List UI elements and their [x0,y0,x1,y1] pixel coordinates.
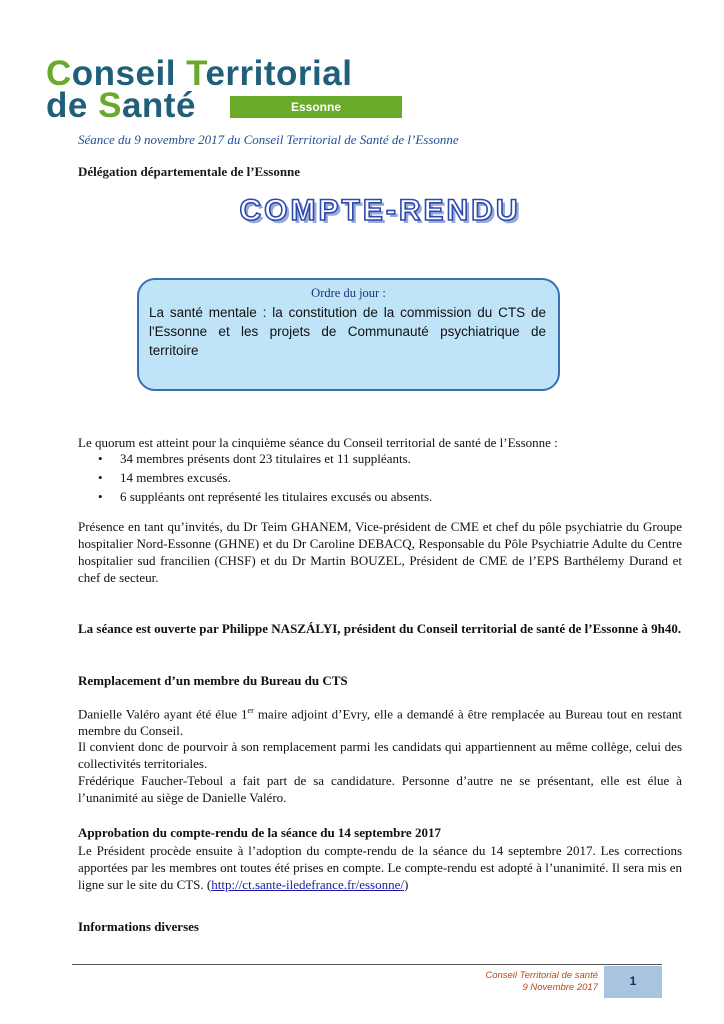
bureau-paragraph-3: Frédérique Faucher-Teboul a fait part de sa candidature. Personne d’autre ne se présentant, elle est élue à l’unanimité au siège de Danielle Valéro. [78,773,682,805]
bureau-paragraph-2: Il convient donc de pourvoir à son remplacement parmi les candidats qui appartiennent au même collège, celui des collectivités territoriales. [78,739,682,771]
list-item: • 6 suppléants ont représenté les titulaires excusés ou absents. [90,487,680,506]
logo-word-de: de [46,86,99,125]
section-title-bureau: Remplacement d’un membre du Bureau du CTS [78,673,348,688]
footer-org: Conseil Territorial de santé [485,970,598,981]
logo-word-erritorial: erritorial [205,54,353,93]
logo-region-bar: Essonne [230,96,402,118]
approval-text: Le Président procède ensuite à l’adoption du compte-rendu de la séance du 14 septembre 2017. Les corrections apportées par les membres ont toutes été prises en compte. Le compte-rendu est adopté à l’unanimité. Il sera mis en ligne sur le site du CTS. ( [78,843,682,892]
logo-word-onseil: onseil [71,54,187,93]
agenda-heading: Ordre du jour : [311,286,386,300]
list-item: • 34 membres présents dont 23 titulaires et 11 suppléants. [90,449,680,468]
logo-letter-t: T [186,54,206,93]
approval-paragraph [78,842,682,893]
logo-word-ante: anté [121,86,196,125]
list-item: • 14 membres excusés. [90,468,680,487]
bureau-p1-start: Danielle Valéro ayant été élue 1 [78,706,248,722]
bureau-p1-end: maire adjoint d’Evry, elle a demandé à être remplacée au Bureau tout en restant membre du Conseil. [78,706,682,739]
cts-site-link[interactable]: http://ct.sante-iledefrance.fr/essonne/ [211,877,405,892]
footer-date: 9 Novembre 2017 [522,982,598,993]
logo-letter-c: C [46,54,72,93]
section-title-approval: Approbation du compte-rendu de la séance du 14 septembre 2017 [78,825,441,840]
footer-org-date [420,970,598,994]
logo-line-2 [46,88,196,124]
bureau-p1-sup: er [247,706,254,715]
guests-paragraph: Présence en tant qu’invités, du Dr Teim GHANEM, Vice-président de CME et chef du pôle psychiatrie du Groupe hospitalier Nord-Essonne (GHNE) et du Dr Caroline DEBACQ, Responsable du Pôle Psychiatrie Adulte du Centre hospitalier sud francilien (CHSF) et du Dr Martin BOUZEL, Président de CME de l’EPS Barthélemy Durand et chef de secteur. [78,519,682,585]
logo-letter-s: S [98,86,122,125]
delegation-line: Délégation départementale de l’Essonne [78,164,301,179]
approval-text-end: ) [404,877,409,892]
quorum-intro: Le quorum est atteint pour la cinquième séance du Conseil territorial de santé de l’Essonne : [78,435,558,450]
opening-paragraph: La séance est ouverte par Philippe NASZÁLYI, président du Conseil territorial de santé de l’Essonne à 9h40. [78,621,682,636]
page-number [604,966,662,998]
agenda-box [137,278,560,391]
report-title: COMPTE-RENDU [239,194,521,227]
bureau-paragraph-1 [78,702,682,739]
page-number-text: 1 [629,974,637,988]
footer-divider [72,964,662,965]
agenda-text: La santé mentale : la constitution de la commission du CTS de l'Essonne et les projets de Communauté psychiatrique de territoire [149,305,546,358]
quorum-list [90,449,680,506]
session-line: Séance du 9 novembre 2017 du Conseil Territorial de Santé de l’Essonne [78,132,459,147]
section-title-info: Informations diverses [78,919,199,934]
